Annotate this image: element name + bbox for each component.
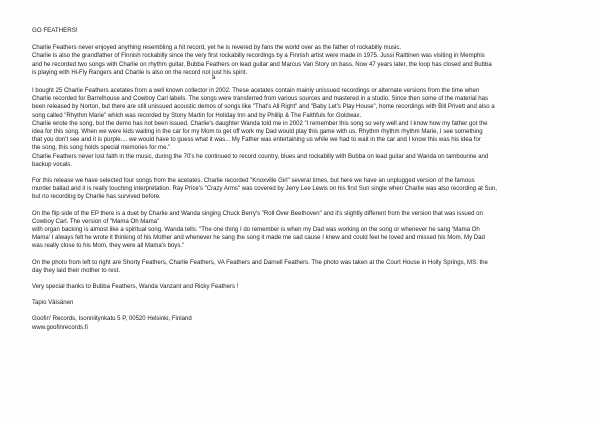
text-line: and he recorded two songs with Charlie on rhythm guitar, Bubba Feathers on lead guitar and Marcus Van Story on bass. Now 47 years later, the loop has closed and Bubba: [32, 61, 492, 68]
acetates-paragraph: [32, 87, 578, 169]
text-line: song called "Rhythm Marie" which was recorded by Stony Martin for Holiday Inn and by Phillip & The Faithfuls for Goldwax.: [32, 112, 362, 119]
intro-paragraph: [32, 44, 578, 77]
text-line: that you don't see and it is purple.... we would have to guess what it was... My Father was entertaining us while we had to wait in the car and I know this was his idea for: [32, 137, 481, 144]
text-line: Charlie wrote the song, but the demo has not been issued. Charlie's daughter Wanda told me in 2002 "I remember this song so very well and I know how my father got the: [32, 120, 488, 127]
text-line: On the flip side of the EP there is a duet by Charlie and Wanda singing Chuck Berry's "Roll Over Beethoven" and it's slightly different from the version that was issued on: [32, 210, 483, 217]
text-line: Charlie Feathers never enjoyed anything resembling a hit record, yet he is revered by fans the world over as the father of rockabilly music.: [32, 45, 402, 52]
text-line: Charlie Feathers never lost faith in the music, during the 70's he continued to record country, blues and rockabilly with Bubba on lead guitar and Wanda on tambourine and: [32, 153, 489, 160]
text-line: backup vocals.: [32, 161, 72, 168]
text-line: Charlie recorded for Barrelhouse and Cowboy Carl labels. The songs were transferred from various sources and mastered in a studio. Since then some of the material has: [32, 96, 488, 103]
signature: Tapio Väisänen: [32, 300, 74, 307]
address-line: Goofin' Records, Isonniitynkatu 5 P, 00520 Helsinki, Finland: [32, 316, 192, 323]
text-line: Mama' I always felt he wrote it thinking of his Mother and whenever he sang the song it made me sad cause I knew and could feel he loved and missed his Mom. My Dad: [32, 235, 485, 242]
text-line: I bought 25 Charlie Feathers acetates from a well known collector in 2002. These acetates contain mainly unissued recordings or alternate versions from the time when: [32, 88, 480, 95]
address-block: [32, 315, 578, 331]
flipside-paragraph: [32, 210, 578, 251]
text-line: idea for this song. When we were kids waiting in the car for my Mom to get off work my Dad would play this game with us. Rhythm rhythm rhythm Marie, I see something: [32, 129, 483, 136]
text-line: murder ballad and it is really touching interpretation. Ray Price's "Crazy Arms" was covered by Jerry Lee Lewis on his first Sun single when Charlie was also recording at Sun,: [32, 186, 497, 193]
text-line: but no recording by Charlie has survived before.: [32, 194, 161, 201]
text-line: been released by Norton, but there are still unissued acoustic demos of songs like "That's All Right" and "Baby Let's Play House", home recordings with Bill Privett and also a: [32, 104, 495, 111]
text-line: On the photo from left to right are Shorty Feathers, Charlie Feathers, VA Feathers and Darnell Feathers. The photo was taken at the Court House in Holly Springs, MS. the: [32, 259, 488, 266]
text-line: Cowboy Carl. The version of "Mama Oh Mama": [32, 218, 160, 225]
photo-caption-paragraph: [32, 259, 578, 275]
document-title: GO FEATHERS!: [32, 27, 78, 34]
stray-mark: a: [212, 75, 216, 82]
text-line: with organ backing is almost like a spiritual song. Wanda tells: "The one thing I do remember is when my Dad was working on the song or whenever he sang 'Mama Oh: [32, 227, 480, 234]
text-line: Charlie is also the grandfather of Finnish rockabilly since the very first rockabilly recordings by a Finnish artist were made in 1975. Jussi Raittinen was visiting in Memphis: [32, 53, 485, 60]
text-line: day they laid their mother to rest.: [32, 267, 121, 274]
text-line: was really close to his Mom, they were all Mama's boys.": [32, 243, 185, 250]
website-link: www.goofinrecords.fi: [32, 324, 88, 331]
text-line: For this release we have selected four songs from the acetates. Charlie recorded "Knoxville Girl" several times, but here we have an unplugged version of the famous: [32, 178, 475, 185]
text-line: is playing with Hi-Fly Rangers and Charlie is also on the record not just his spirit.: [32, 69, 248, 76]
release-paragraph: [32, 177, 578, 202]
thanks-line: Very special thanks to Bubba Feathers, Wanda Vanzant and Ricky Feathers !: [32, 284, 239, 291]
text-line: the song, this song holds special memories for me.": [32, 145, 171, 152]
